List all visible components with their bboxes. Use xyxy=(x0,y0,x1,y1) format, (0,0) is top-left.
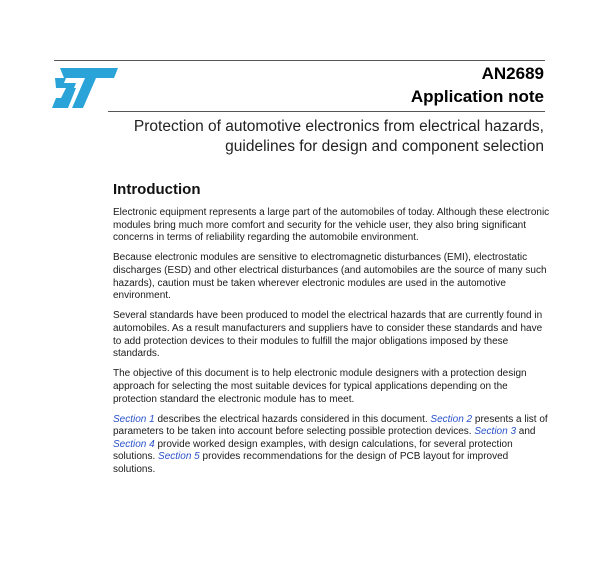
paragraph-1: Electronic equipment represents a large part of the automobiles of today. Although these electronic modules bring much more comfort and security for the vehicle user, they also bring significant concerns in terms of reliability regarding the automobile environment. xyxy=(113,207,550,244)
subtitle-line-2: guidelines for design and component selection xyxy=(225,138,544,155)
section-5-link[interactable]: Section 5 xyxy=(158,451,200,463)
paragraph-5-text-5: provides recommendations for the design of PCB layout for improved solutions. xyxy=(113,451,509,476)
paragraph-2: Because electronic modules are sensitive to electromagnetic disturbances (EMI), electrostatic discharges (ESD) and other electrical disturbances (and automobiles are the source of many such hazards), caution must be taken wherever electronic modules are used in the automotive environment. xyxy=(113,252,547,302)
document-subtitle xyxy=(74,117,544,157)
paragraph-5-text-2: presents a list of parameters to be taken into account before selecting possible protection devices. xyxy=(113,413,548,438)
section-1-link[interactable]: Section 1 xyxy=(113,413,155,425)
document-type: Application note xyxy=(410,87,544,106)
subtitle-line-1: Protection of automotive electronics from electrical hazards, xyxy=(133,118,544,135)
st-logo xyxy=(52,66,120,110)
section-2-link[interactable]: Section 2 xyxy=(430,413,473,425)
paragraph-4: The objective of this document is to help electronic module designers with a protection design approach for selecting the most suitable devices for typical applications depending on the protection standard the electronic module has to meet. xyxy=(113,368,527,405)
paragraph-5-text-1: describes the electrical hazards considered in this document. xyxy=(154,413,431,425)
introduction-body xyxy=(113,207,553,484)
document-number: AN2689 xyxy=(481,64,544,83)
section-4-link[interactable]: Section 4 xyxy=(113,438,155,450)
section-heading: Introduction xyxy=(113,181,201,198)
paragraph-5-text-4: provide worked design examples, with design calculations, for several protection solutions. xyxy=(113,438,513,463)
paragraph-5-text-3: and xyxy=(516,426,536,438)
section-3-link[interactable]: Section 3 xyxy=(474,426,517,438)
paragraph-3: Several standards have been produced to model the electrical hazards that are currently found in automobiles. As a result manufacturers and suppliers have to consider these standards and have to add protection devices to their modules to fulfill the major obligations imposed by these standards. xyxy=(113,310,543,360)
header-rule-bottom xyxy=(108,111,545,112)
header-rule-top xyxy=(54,60,545,61)
paragraph-5 xyxy=(113,414,553,477)
